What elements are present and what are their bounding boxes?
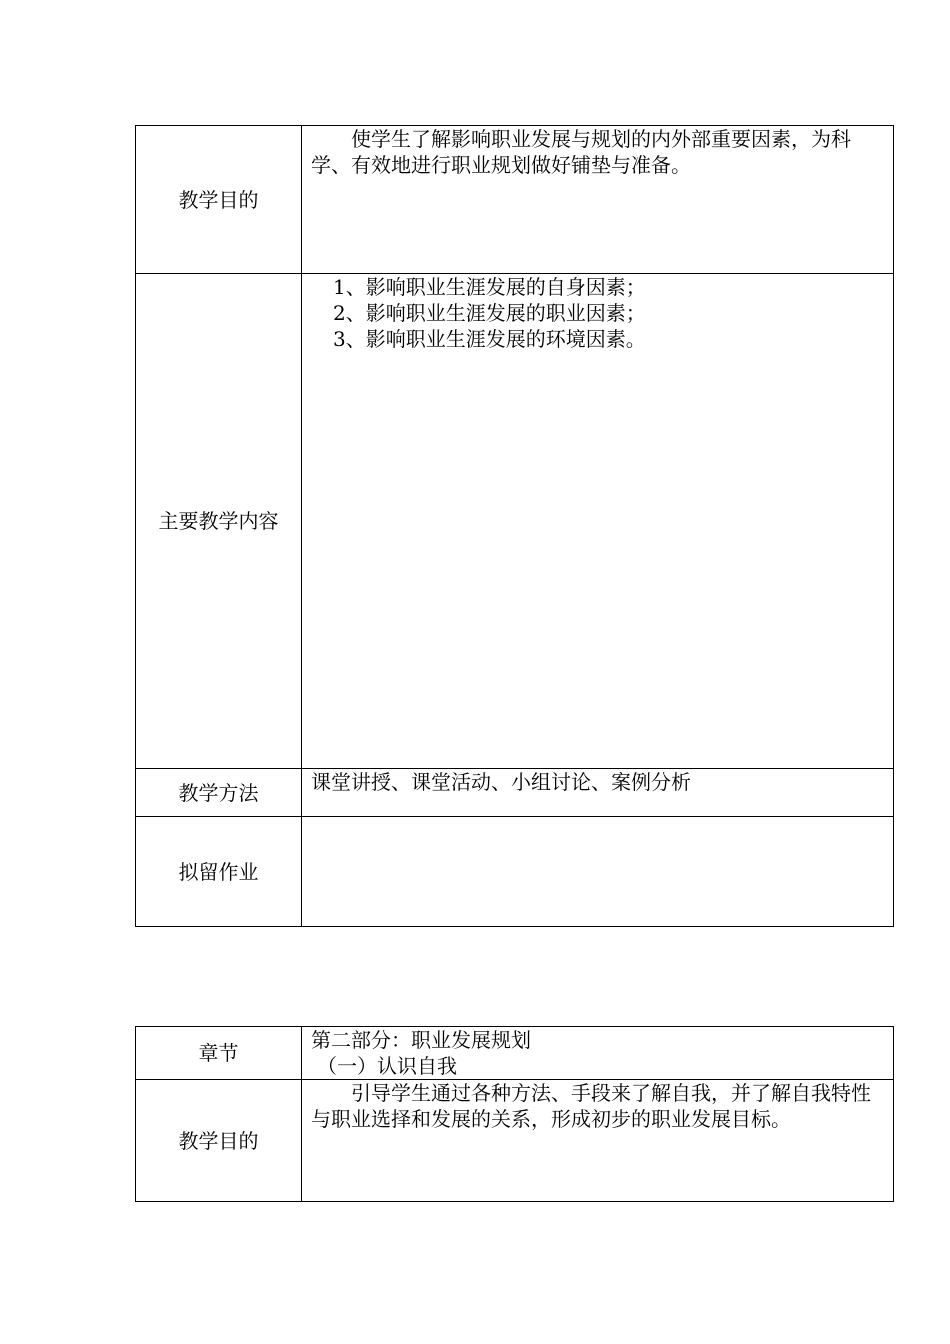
method-row <box>136 769 894 817</box>
method-cell <box>302 769 894 817</box>
content-item: 1、影响职业生涯发展的自身因素； <box>333 275 646 299</box>
chapter-subtitle: （一）认识自我 <box>317 1054 457 1078</box>
chapter-row <box>136 1027 894 1080</box>
objective-row-2 <box>136 1080 894 1202</box>
homework-cell <box>302 817 894 927</box>
method-label: 教学方法 <box>136 769 302 817</box>
content-item: 2、影响职业生涯发展的职业因素； <box>333 301 646 325</box>
objective-label: 教学目的 <box>136 126 302 274</box>
homework-row <box>136 817 894 927</box>
chapter-cell <box>302 1027 894 1080</box>
objective-cell <box>302 126 894 274</box>
homework-label: 拟留作业 <box>136 817 302 927</box>
objective-text-2: 引导学生通过各种方法、手段来了解自我，并了解自我特性与职业选择和发展的关系，形成初步的职业发展目标。 <box>311 1081 871 1131</box>
objective-text: 使学生了解影响职业发展与规划的内外部重要因素，为科学、有效地进行职业规划做好铺垫与准备。 <box>311 127 851 177</box>
chapter-label: 章节 <box>136 1027 302 1080</box>
lesson-plan-table-2 <box>135 1026 894 1202</box>
lesson-plan-table-1 <box>135 125 894 927</box>
objective-cell-2 <box>302 1080 894 1202</box>
content-row <box>136 274 894 769</box>
chapter-title: 第二部分：职业发展规划 <box>311 1028 531 1052</box>
content-cell <box>302 274 894 769</box>
method-text: 课堂讲授、课堂活动、小组讨论、案例分析 <box>311 770 691 794</box>
content-item: 3、影响职业生涯发展的环境因素。 <box>333 327 646 351</box>
objective-row <box>136 126 894 274</box>
content-label: 主要教学内容 <box>136 274 302 769</box>
objective-label-2: 教学目的 <box>136 1080 302 1202</box>
